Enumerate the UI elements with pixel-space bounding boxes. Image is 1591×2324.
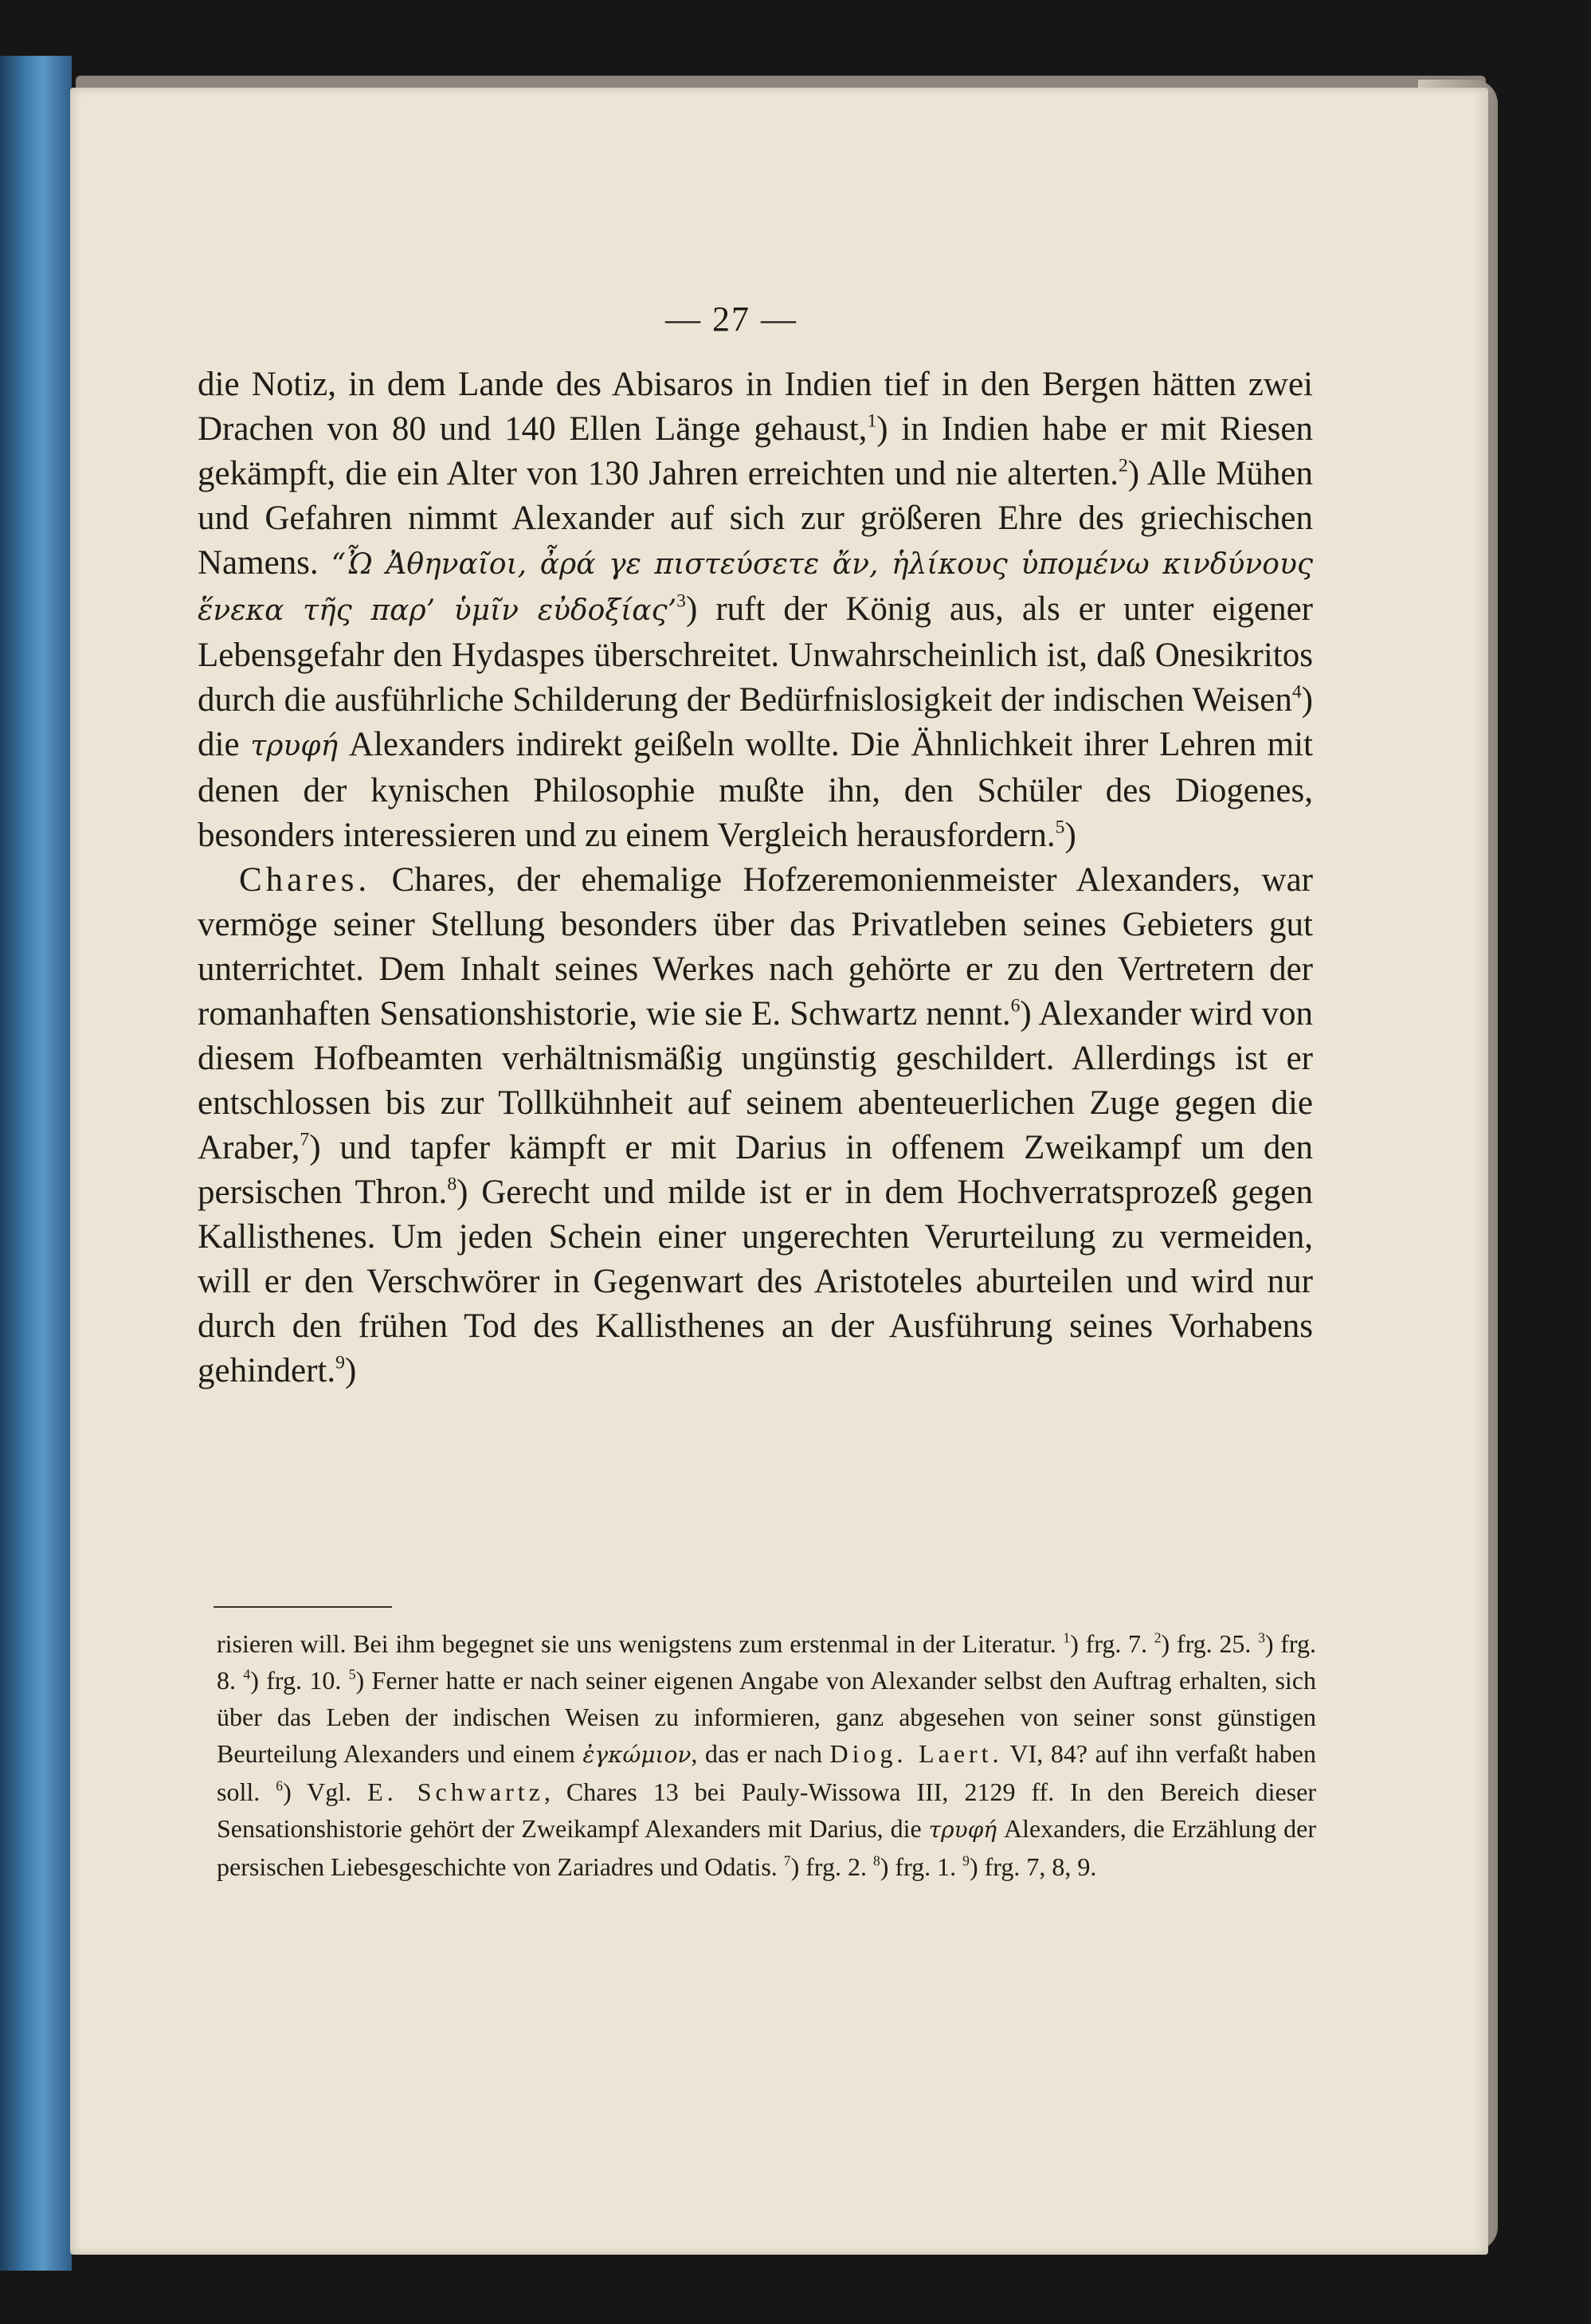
footnote-ref: 4 bbox=[1291, 681, 1302, 703]
blue-cloth-binding bbox=[0, 56, 72, 2271]
footnotes bbox=[217, 1625, 1316, 1885]
footnote-divider bbox=[214, 1606, 392, 1608]
main-text bbox=[198, 363, 1313, 1393]
footnote-ref: 8 bbox=[447, 1174, 457, 1195]
paragraph-chares: Chares. Chares, der ehemalige Hofzeremonienmeister Alexanders, war vermöge seiner Stellung besonders über das Privatleben seines Gebieters gut unterrichtet. Dem Inhalt seines Werkes nach gehörte er zu den Vertretern der romanhaften Sensationshistorie, wie sie E. Schwartz nennt.$^6$) Alexander wird von diesem Hofbeamten verhältnismäßig ungünstig geschildert. Allerdings ist er entschlossen bis zur Tollkühnheit auf seinem abenteuerlichen Zuge gegen die Araber,$^7$) und tapfer kämpft er mit Darius in offenem Zweikampf um den persischen Thron.$^8$) Gerecht und milde ist er in dem Hochverratsprozeß gegen Kallisthenes. Um jeden Schein einer ungerechten Verurteilung zu vermeiden, will er den Verschwörer in Gegenwart des Aristoteles aburteilen und wird nur durch den frühen Tod des Kallisthenes an der Ausführung seines Vorhabens gehindert.$^9$) bbox=[198, 861, 1314, 1389]
book-page bbox=[70, 88, 1488, 2255]
section-name-chares: Chares. bbox=[239, 861, 371, 899]
footnote-ref: 6 bbox=[1010, 995, 1021, 1017]
footnote-ref: 9 bbox=[335, 1352, 345, 1374]
footnote-ref: 1 bbox=[867, 410, 877, 432]
footnote-ref: 5 bbox=[1055, 817, 1065, 838]
greek-quotation: “Ὦ Ἀθηναῖοι, ἆρά γε πιστεύσετε ἄν, ἡλίκους ὑπομένω κινδύνους ἕνεκα τῆς παρ’ ὑμῖν εὐδοξίας’ bbox=[198, 548, 1313, 627]
footnote-block: risieren will. Bei ihm begegnet sie uns wenigstens zum erstenmal in der Literatur. $^1$) frg. 7. $^2$) frg. 25. $^3$) frg. 8. $^4$) frg. 10. $^5$) Ferner hatte er nach seiner eigenen Angabe von Alexander selbst den Auftrag erhalten, sich über das Leben der indischen Weisen zu informieren, ganz abgesehen von seiner sonst günstigen Beurteilung Alexanders und einem ἐγκώμιον, das er nach Diog. Laert. VI, 84? auf ihn verfaßt haben soll. $^6$) Vgl. E. Schwartz, Chares 13 bei Pauly-Wissowa III, 2129 ff. In den Bereich dieser Sensationshistorie gehört der Zweikampf Alexanders mit Darius, die τρυφή Alexanders, die Erzählung der persischen Liebesgeschichte von Zariadres und Odatis. $^7$) frg. 2. $^8$) frg. 1. $^9$) frg. 7, 8, 9. bbox=[217, 1629, 1317, 1881]
greek-word: τρυφή bbox=[928, 1816, 997, 1843]
greek-word: ἐγκώμιον bbox=[582, 1742, 692, 1768]
paragraph-onesikritos: die Notiz, in dem Lande des Abisaros in Indien tief in den Bergen hätten zwei Drachen von 80 und 140 Ellen Länge gehaust,$^1$) in Indien habe er mit Riesen gekämpft, die ein Alter von 130 Jahren erreichten und nie alterten.$^2$) Alle Mühen und Gefahren nimmt Alexander auf sich zur größeren Ehre des griechischen Namens. “Ὦ Ἀθηναῖοι, ἆρά γε πιστεύσετε ἄν, ἡλίκους ὑπομένω κινδύνους ἕνεκα τῆς παρ’ ὑμῖν εὐδοξίας’$^3$) ruft der König aus, als er unter eigener Lebensgefahr den Hydaspes überschreitet. Unwahrscheinlich ist, daß Onesikritos durch die ausführliche Schilderung der Bedürfnislosigkeit der indischen Weisen$^4$) die τρυφή Alexanders indirekt geißeln wollte. Die Ähnlichkeit ihrer Lehren mit denen der kynischen Philosophie mußte ihn, den Schüler des Diogenes, besonders interessieren und zu einem Vergleich herausfordern.$^5$) bbox=[198, 366, 1313, 854]
page-number: — 27 — bbox=[665, 300, 797, 339]
greek-word: τρυφή bbox=[250, 730, 339, 762]
footnote-ref: 3 bbox=[676, 590, 686, 612]
footnote-ref: 7 bbox=[300, 1129, 310, 1150]
footnote-ref: 2 bbox=[1118, 455, 1128, 476]
